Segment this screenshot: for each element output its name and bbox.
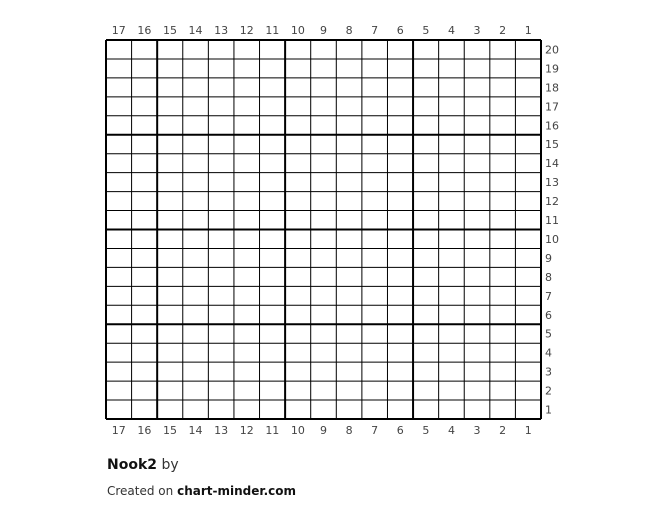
column-label-top: 15 [162,24,177,37]
pattern-by: by [161,457,179,473]
column-label-bottom: 5 [422,424,430,437]
row-label-right: 4 [545,346,552,360]
column-label-top: 6 [396,24,404,37]
column-labels-bottom [112,424,532,437]
column-label-top: 17 [111,24,126,37]
column-label-top: 4 [447,24,455,37]
column-label-top: 8 [345,24,353,37]
created-on-text: Created on [107,484,174,498]
column-labels-top [112,24,532,37]
column-label-bottom: 17 [111,424,126,437]
column-label-bottom: 9 [320,424,327,437]
pattern-name: Nook2 [107,457,158,473]
column-label-top: 13 [214,24,229,37]
column-label-top: 10 [290,24,305,37]
column-label-top: 7 [371,24,379,37]
row-labels-right [545,43,559,416]
column-label-top: 12 [239,24,254,37]
column-label-bottom: 13 [214,424,229,437]
column-label-bottom: 14 [188,424,203,437]
row-label-right: 3 [545,365,552,379]
row-label-right: 7 [545,289,552,303]
column-label-top: 1 [524,24,532,37]
pattern-title [107,457,179,473]
footer-credit [107,484,296,498]
column-label-bottom: 3 [473,424,481,437]
row-label-right: 5 [545,327,552,341]
row-label-right: 16 [545,119,559,133]
column-label-bottom: 15 [162,424,177,437]
column-label-top: 5 [422,24,430,37]
column-label-top: 11 [265,24,280,37]
column-label-bottom: 2 [499,424,507,437]
row-label-right: 1 [545,403,552,417]
column-label-bottom: 16 [137,424,152,437]
row-label-right: 12 [545,195,559,209]
row-label-right: 14 [545,157,559,171]
column-label-bottom: 10 [290,424,305,437]
column-label-top: 14 [188,24,203,37]
row-label-right: 13 [545,176,559,190]
column-label-top: 2 [499,24,507,37]
row-label-right: 2 [545,384,552,398]
row-label-right: 9 [545,251,552,265]
column-label-top: 16 [137,24,152,37]
row-label-right: 8 [545,270,552,284]
column-label-top: 3 [473,24,481,37]
column-label-bottom: 4 [447,424,455,437]
column-label-bottom: 7 [371,424,379,437]
column-label-bottom: 11 [265,424,280,437]
column-label-top: 9 [320,24,327,37]
column-label-bottom: 1 [524,424,532,437]
column-label-bottom: 8 [345,424,353,437]
row-label-right: 15 [545,138,559,152]
row-label-right: 17 [545,100,559,114]
row-label-right: 10 [545,232,559,246]
row-label-right: 18 [545,81,559,95]
row-label-right: 11 [545,214,559,228]
column-label-bottom: 12 [239,424,254,437]
row-label-right: 20 [545,43,559,57]
column-label-bottom: 6 [396,424,404,437]
row-label-right: 6 [545,308,552,322]
site-link[interactable]: chart-minder.com [177,484,296,498]
row-label-right: 19 [545,62,559,76]
